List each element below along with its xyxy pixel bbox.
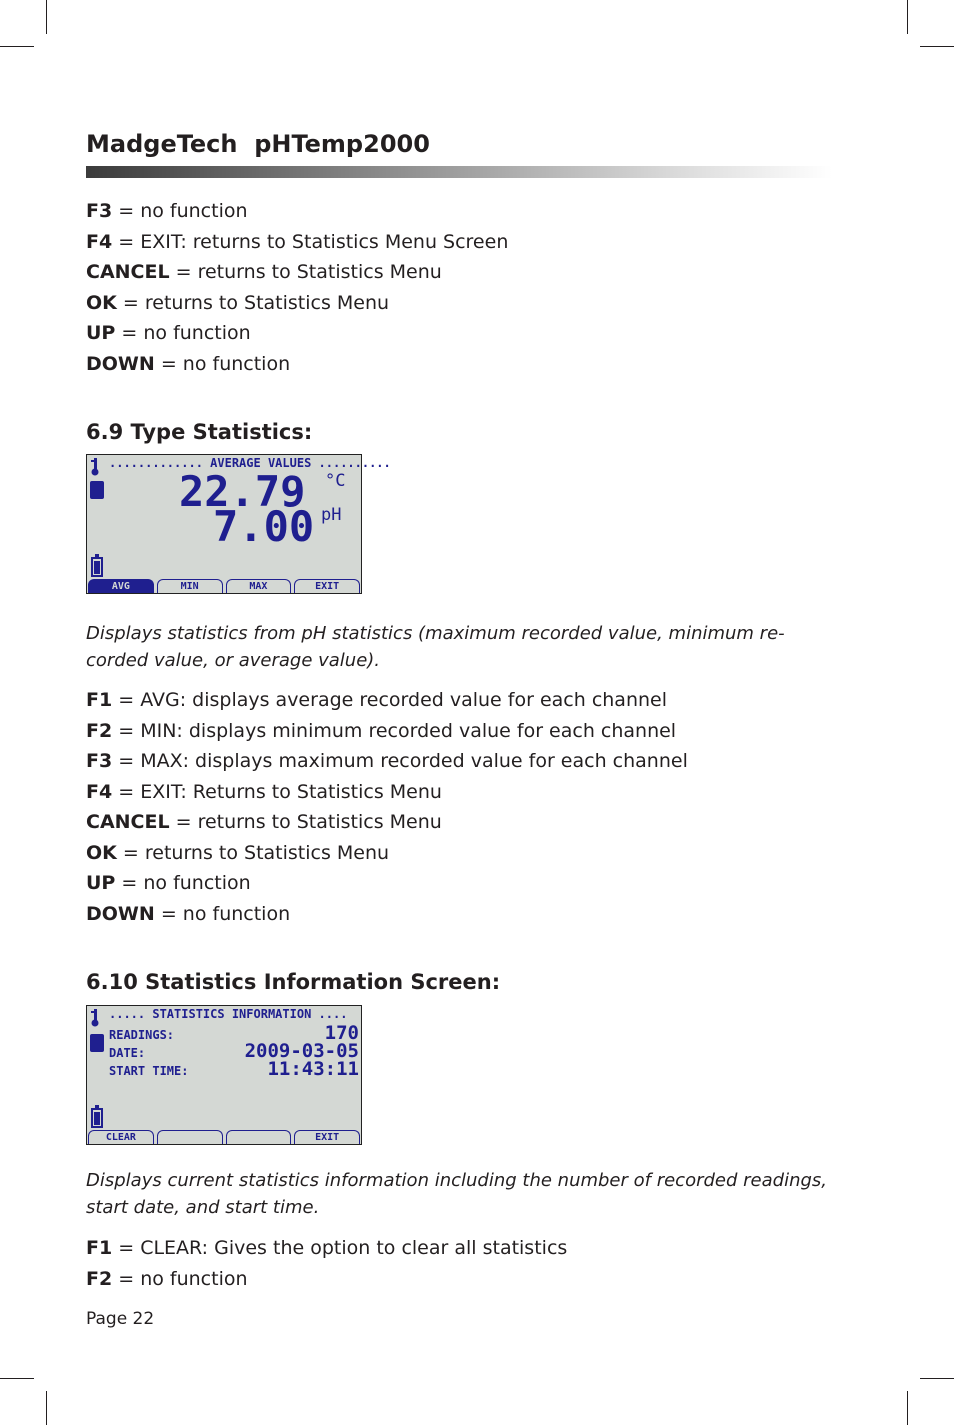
crop-mark: [920, 46, 954, 47]
section-description: Displays statistics from pH statistics (maximum recorded value, minimum re-corded value, or average value).: [86, 623, 785, 671]
memory-card-icon: [90, 1034, 104, 1052]
crop-mark: [907, 1391, 908, 1425]
lcd-header: ............. AVERAGE VALUES ..........: [109, 456, 391, 470]
function-line: F2 = MIN: displays minimum recorded value for each channel: [86, 720, 677, 742]
crop-mark: [907, 0, 908, 34]
memory-card-icon: [90, 481, 104, 499]
soft-key-blank-2[interactable]: [157, 1130, 223, 1144]
function-line: CANCEL = returns to Statistics Menu: [86, 811, 442, 833]
crop-mark: [0, 46, 34, 47]
soft-key-max[interactable]: MAX: [226, 579, 292, 593]
section-heading-type-statistics: 6.9 Type Statistics:: [86, 420, 313, 444]
function-line: F1 = CLEAR: Gives the option to clear all statistics: [86, 1237, 568, 1259]
function-line: F1 = AVG: displays average recorded value for each channel: [86, 689, 667, 711]
page-number: Page 22: [86, 1309, 155, 1329]
page-title: MadgeTech pHTemp2000: [86, 130, 430, 158]
lcd-header: ..... STATISTICS INFORMATION ....: [109, 1007, 348, 1021]
soft-key-exit[interactable]: EXIT: [294, 1130, 360, 1144]
function-line: DOWN = no function: [86, 903, 291, 925]
thermometer-icon: [91, 1009, 99, 1027]
section-description: Displays current statistics information including the number of recorded readings, start date, and start time.: [86, 1170, 827, 1218]
soft-key-blank-3[interactable]: [226, 1130, 292, 1144]
function-line: CANCEL = returns to Statistics Menu: [86, 261, 442, 283]
function-line: DOWN = no function: [86, 353, 291, 375]
function-line: F3 = MAX: displays maximum recorded value for each channel: [86, 750, 688, 772]
title-gradient-rule: [86, 166, 832, 178]
soft-key-clear[interactable]: CLEAR: [88, 1130, 154, 1144]
ph-unit: pH: [321, 505, 342, 525]
ph-value: 7.00: [213, 502, 315, 551]
soft-key-bar: [87, 1130, 361, 1144]
function-line: F4 = EXIT: Returns to Statistics Menu: [86, 781, 442, 803]
function-line: UP = no function: [86, 872, 251, 894]
crop-mark: [0, 1378, 34, 1379]
crop-mark: [46, 0, 47, 34]
date-label: DATE:: [109, 1046, 146, 1060]
lcd-statistics-information-screen: [86, 1005, 362, 1145]
function-line: OK = returns to Statistics Menu: [86, 292, 390, 314]
date-value: 2009-03-05: [244, 1040, 359, 1062]
soft-key-min[interactable]: MIN: [157, 579, 223, 593]
function-line: OK = returns to Statistics Menu: [86, 842, 390, 864]
function-line: F2 = no function: [86, 1268, 248, 1290]
temperature-unit: °C: [325, 471, 346, 491]
soft-key-exit[interactable]: EXIT: [294, 579, 360, 593]
section-heading-statistics-information: 6.10 Statistics Information Screen:: [86, 970, 501, 994]
thermometer-icon: [91, 458, 99, 476]
start-time-value: 11:43:11: [267, 1058, 359, 1080]
crop-mark: [46, 1391, 47, 1425]
temperature-value: 22.79: [179, 467, 306, 516]
battery-icon: [91, 557, 103, 577]
start-time-row: [109, 1058, 359, 1080]
soft-key-bar: [87, 579, 361, 593]
function-line: F4 = EXIT: returns to Statistics Menu Screen: [86, 231, 509, 253]
crop-mark: [920, 1378, 954, 1379]
readings-label: READINGS:: [109, 1028, 175, 1042]
battery-icon: [91, 1108, 103, 1128]
start-time-label: START TIME:: [109, 1064, 189, 1078]
soft-key-avg[interactable]: AVG: [88, 579, 154, 593]
lcd-average-values-screen: [86, 454, 391, 594]
function-line: UP = no function: [86, 322, 251, 344]
readings-value: 170: [324, 1022, 359, 1044]
function-line: F3 = no function: [86, 200, 248, 222]
